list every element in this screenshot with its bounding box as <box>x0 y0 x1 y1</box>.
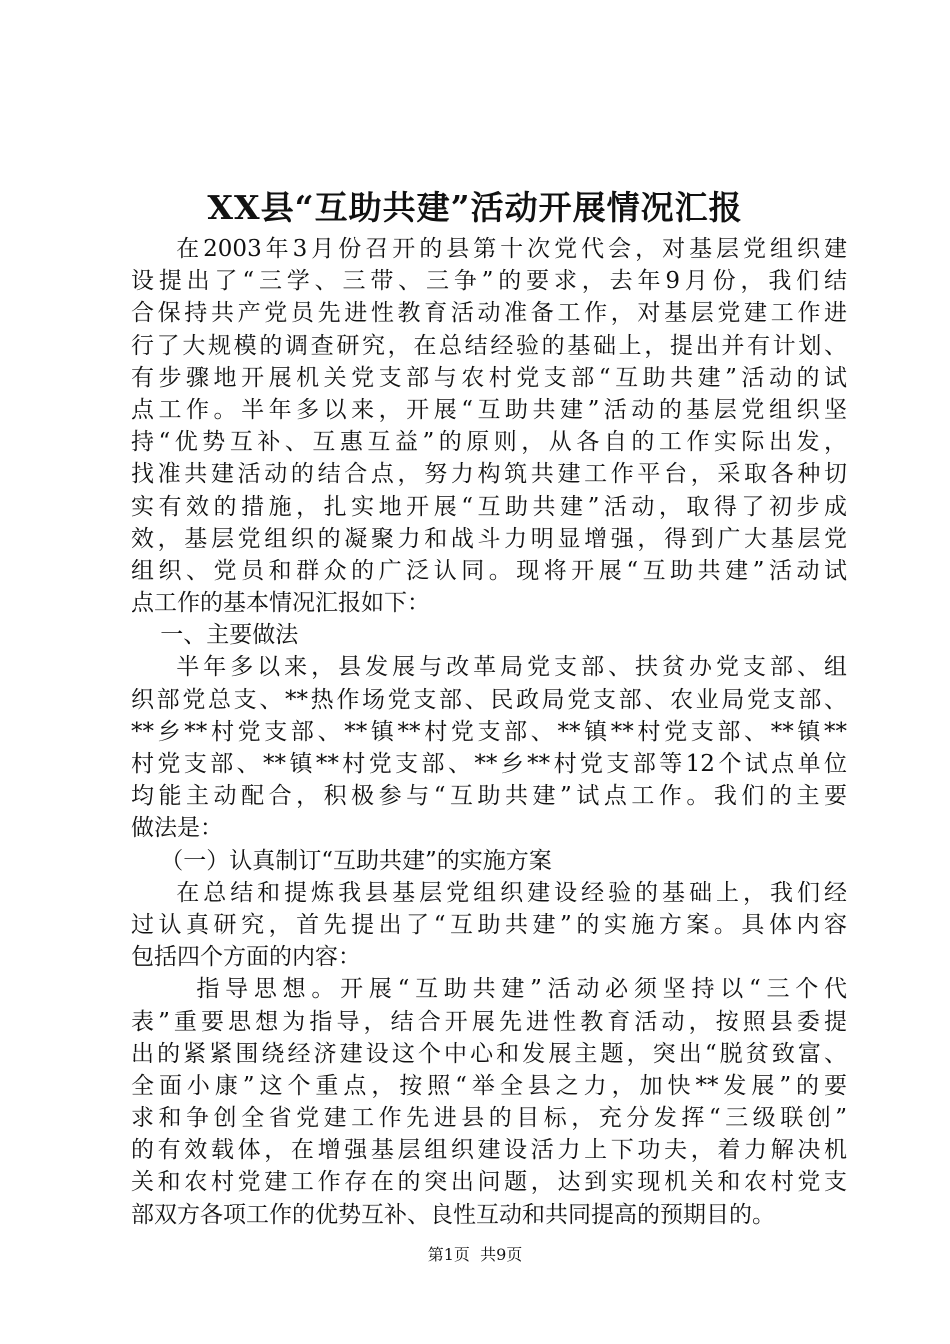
text-line: （一）认真制订“互助共建”的实施方案 <box>131 847 552 874</box>
text-line: 组织、党员和群众的广泛认同。现将开展“互助共建”活动试 <box>131 557 847 584</box>
page-footer: 第1页 共9页 <box>427 1245 523 1264</box>
text-line: 在总结和提炼我县基层党组织建设经验的基础上，我们经 <box>131 879 847 906</box>
text-line: 关和农村党建工作存在的突出问题，达到实现机关和农村党支 <box>131 1169 847 1196</box>
text-line: 一、主要做法 <box>131 622 299 649</box>
text-line: 全面小康”这个重点，按照“举全县之力，加快**发展”的要 <box>131 1072 847 1099</box>
text-line: 持“优势互补、互惠互益”的原则，从各自的工作实际出发， <box>131 429 847 456</box>
text-line: 指导思想。开展“互助共建”活动必须坚持以“三个代 <box>131 976 847 1003</box>
text-line: 行了大规模的调查研究，在总结经验的基础上，提出并有计划、 <box>131 332 847 359</box>
text-line: **乡**村党支部、**镇**村党支部、**镇**村党支部、**镇** <box>131 718 847 745</box>
text-line: 有步骤地开展机关党支部与农村党支部“互助共建”活动的试 <box>131 364 847 391</box>
text-line: 包括四个方面的内容： <box>131 944 361 971</box>
text-line: 实有效的措施，扎实地开展“互助共建”活动，取得了初步成 <box>131 493 847 520</box>
text-line: 效，基层党组织的凝聚力和战斗力明显增强，得到广大基层党 <box>131 525 847 552</box>
text-line: 村党支部、**镇**村党支部、**乡**村党支部等12个试点单位 <box>131 751 847 777</box>
text-line: 出的紧紧围绕经济建设这个中心和发展主题，突出“脱贫致富、 <box>131 1040 847 1067</box>
text-line: 点工作。半年多以来，开展“互助共建”活动的基层党组织坚 <box>131 396 847 423</box>
text-line: 设提出了“三学、三带、三争”的要求，去年9月份，我们结 <box>131 268 847 295</box>
text-line: 找准共建活动的结合点，努力构筑共建工作平台，采取各种切 <box>131 461 847 488</box>
text-line: 合保持共产党员先进性教育活动准备工作，对基层党建工作进 <box>131 300 847 327</box>
text-line: 表”重要思想为指导，结合开展先进性教育活动，按照县委提 <box>131 1008 847 1035</box>
text-line: 做法是： <box>131 815 223 842</box>
text-line: 织部党总支、**热作场党支部、民政局党支部、农业局党支部、 <box>131 686 847 713</box>
document-title: XX县“互助共建”活动开展情况汇报 <box>207 188 743 227</box>
text-line: 过认真研究，首先提出了“互助共建”的实施方案。具体内容 <box>131 911 847 938</box>
text-line: 求和争创全省党建工作先进县的目标，充分发挥“三级联创” <box>131 1105 847 1132</box>
text-line: 部双方各项工作的优势互补、良性互动和共同提高的预期目的。 <box>131 1201 775 1228</box>
text-line: 在2003年3月份召开的县第十次党代会，对基层党组织建 <box>131 236 847 262</box>
text-line: 均能主动配合，积极参与“互助共建”试点工作。我们的主要 <box>131 783 847 810</box>
text-line: 半年多以来，县发展与改革局党支部、扶贫办党支部、组 <box>131 654 847 681</box>
text-line: 点工作的基本情况汇报如下： <box>131 590 430 617</box>
document-body <box>131 233 847 1231</box>
text-line: 的有效载体，在增强基层组织建设活力上下功夫，着力解决机 <box>131 1137 847 1164</box>
